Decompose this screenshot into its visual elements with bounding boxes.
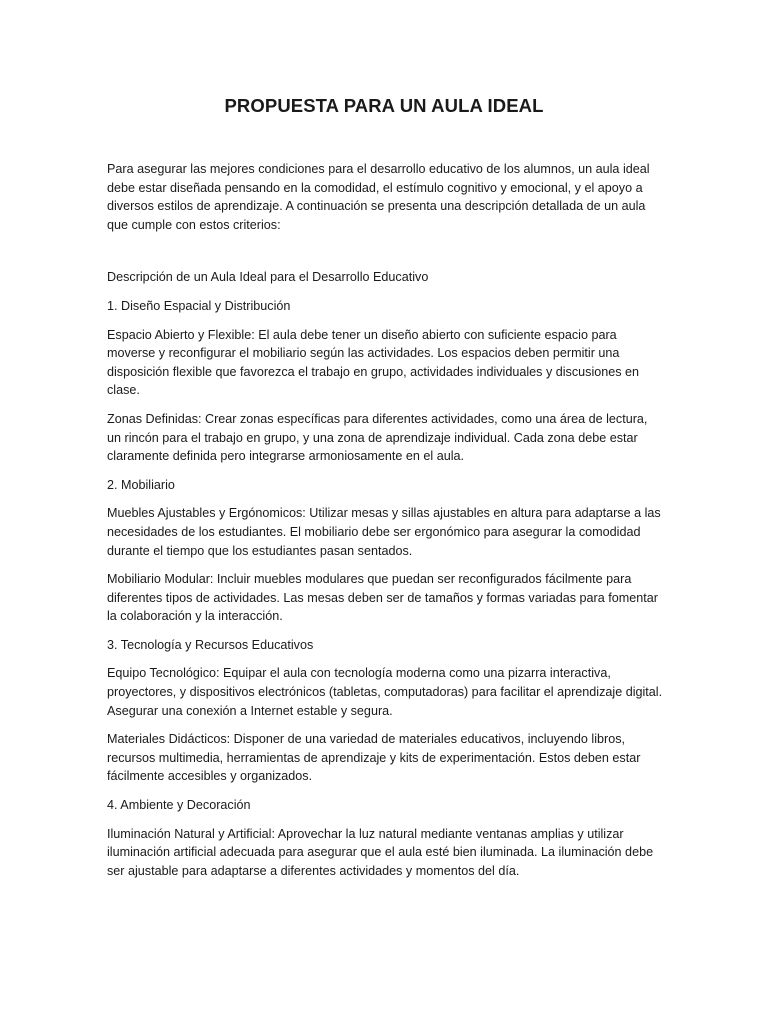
section-paragraph: Espacio Abierto y Flexible: El aula debe tener un diseño abierto con suficiente espacio para moverse y reconfigurar el mobiliario según las actividades. Los espacios deben permitir una disposición flexible que favorezca el trabajo en grupo, actividades individuales y discusiones en clase.: [107, 327, 640, 398]
document-subtitle: Descripción de un Aula Ideal para el Desarrollo Educativo: [107, 270, 429, 285]
document-body: [107, 160, 663, 890]
section-paragraph: Equipo Tecnológico: Equipar el aula con tecnología moderna como una pizarra interactiva, proyectores, y dispositivos electrónicos (tabletas, computadoras) para facilitar el aprendizaje digital. Asegurar una conexión a Internet estable y segura.: [107, 666, 663, 718]
section-paragraph: Muebles Ajustables y Ergónomicos: Utilizar mesas y sillas ajustables en altura para adaptarse a las necesidades de los estudiantes. El mobiliario debe ser ergonómico para asegurar la comodidad durante el tiempo que los estudiantes pasan sentados.: [107, 506, 661, 558]
section-paragraph: Mobiliario Modular: Incluir muebles modulares que puedan ser reconfigurados fácilmente para diferentes tipos de actividades. Las mesas deben ser de tamaños y formas variadas para fomentar la colaboración y la interacción.: [107, 572, 658, 624]
section-heading: 3. Tecnología y Recursos Educativos: [107, 637, 314, 652]
section-heading: 2. Mobiliario: [107, 477, 175, 492]
intro-paragraph: Para asegurar las mejores condiciones para el desarrollo educativo de los alumnos, un aula ideal debe estar diseñada pensando en la comodidad, el estímulo cognitivo y emocional, y el apoyo a diversos estilos de aprendizaje. A continuación se presenta una descripción detallada de un aula que cumple con estos criterios:: [107, 162, 650, 232]
section-paragraph: Materiales Didácticos: Disponer de una variedad de materiales educativos, incluyendo libros, recursos multimedia, herramientas de aprendizaje y kits de experimentación. Estos deben estar fácilmente accesibles y organizados.: [107, 732, 641, 784]
section-paragraph: Iluminación Natural y Artificial: Aprovechar la luz natural mediante ventanas amplias y utilizar iluminación artificial adecuada para asegurar que el aula esté bien iluminada. La iluminación debe ser ajustable para adaptarse a diferentes actividades y momentos del día.: [107, 826, 654, 878]
section-heading: 1. Diseño Espacial y Distribución: [107, 298, 291, 313]
document-title: PROPUESTA PARA UN AULA IDEAL: [224, 95, 544, 116]
section-heading: 4. Ambiente y Decoración: [107, 798, 251, 813]
section-paragraph: Zonas Definidas: Crear zonas específicas para diferentes actividades, como una área de lectura, un rincón para el trabajo en grupo, y una zona de aprendizaje individual. Cada zona debe estar claramente definida pero integrarse armoniosamente en el aula.: [107, 411, 648, 464]
